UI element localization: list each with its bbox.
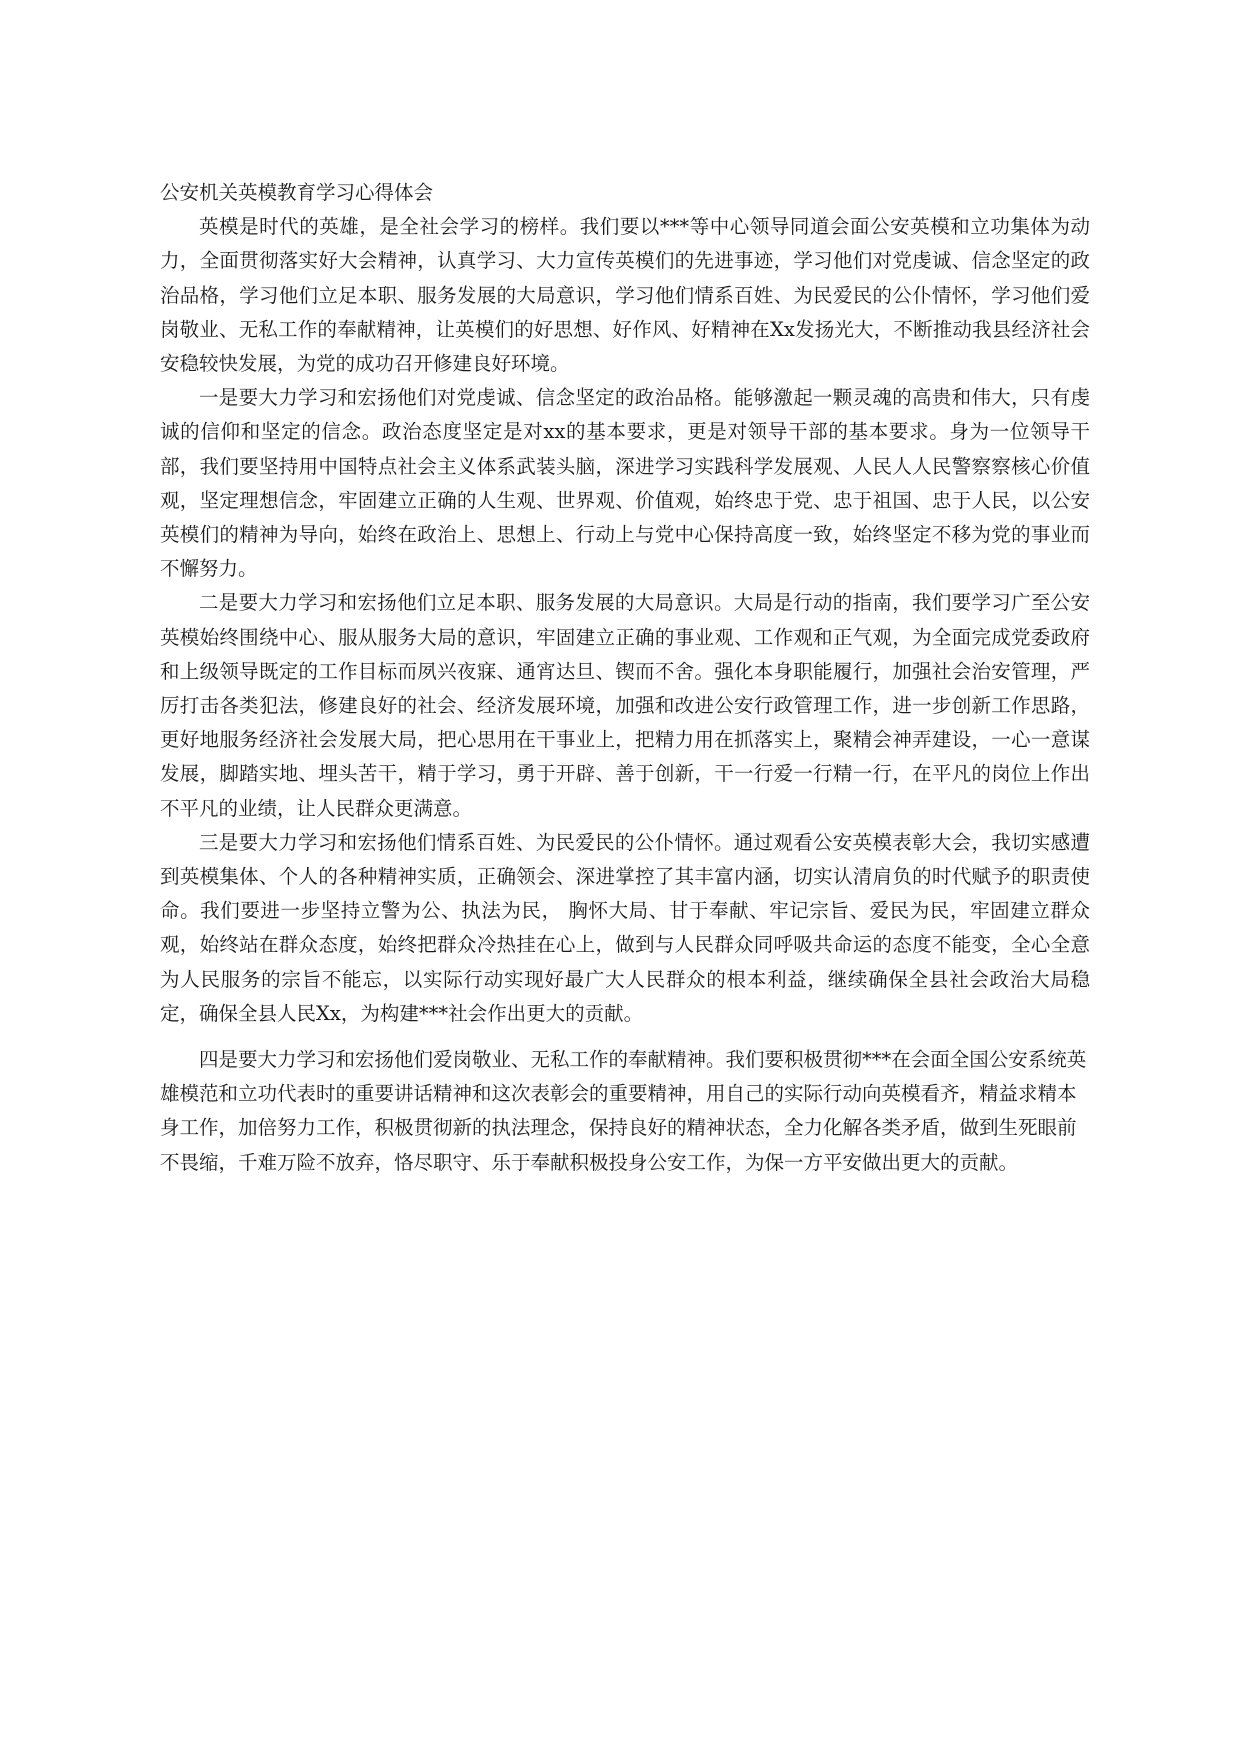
paragraph-point-three: 三是要大力学习和宏扬他们情系百姓、为民爱民的公仆情怀。通过观看公安英模表彰大会，我切实感遭到英模集体、个人的各种精神实质，正确领会、深进掌控了其丰富内涵，切实认清肩负的时代赋予的职责使命。我们要进一步坚持立警为公、执法为民， 胸怀大局、甘于奉献、牢记宗旨、爱民为民，牢固建立群众观，始终站在群众态度，始终把群众冷热挂在心上，做到与人民群众同呼吸共命运的态度不能变，全心全意为人民服务的宗旨不能忘，以实际行动实现好最广大人民群众的根本利益，继续确保全县社会政治大局稳定，确保全县人民Xx，为构建***社会作出更大的贡献。 — [160, 830, 1090, 1025]
paragraph-point-two: 二是要大力学习和宏扬他们立足本职、服务发展的大局意识。大局是行动的指南，我们要学习广至公安英模始终围绕中心、服从服务大局的意识，牢固建立正确的事业观、工作观和正气观，为全面完成党委政府和上级领导既定的工作目标而夙兴夜寐、通宵达旦、锲而不舍。强化本身职能履行，加强社会治安管理，严厉打击各类犯法，修建良好的社会、经济发展环境，加强和改进公安行政管理工作，进一步创新工作思路，更好地服务经济社会发展大局，把心思用在干事业上，把精力用在抓落实上，聚精会神弄建设，一心一意谋发展，脚踏实地、埋头苦干，精于学习，勇于开辟、善于创新，干一行爱一行精一行，在平凡的岗位上作出不平凡的业绩，让人民群众更满意。 — [160, 591, 1090, 820]
paragraph-point-four: 四是要大力学习和宏扬他们爱岗敬业、无私工作的奉献精神。我们要积极贯彻***在会面全国公安系统英雄模范和立功代表时的重要讲话精神和这次表彰会的重要精神，用自己的实际行动向英模看齐，精益求精本身工作，加倍努力工作，积极贯彻新的执法理念，保持良好的精神状态，全力化解各类矛盾，做到生死眼前不畏缩，千难万险不放弃，恪尽职守、乐于奉献积极投身公安工作，为保一方平安做出更大的贡献。 — [160, 1048, 1087, 1174]
paragraph-intro: 英模是时代的英雄，是全社会学习的榜样。我们要以***等中心领导同道会面公安英模和立功集体为动力，全面贯彻落实好大会精神，认真学习、大力宣传英模们的先进事迹，学习他们对党虔诚、信念坚定的政治品格，学习他们立足本职、服务发展的大局意识，学习他们情系百姓、为民爱民的公仆情怀，学习他们爱岗敬业、无私工作的奉献精神，让英模们的好思想、好作风、好精神在Xx发扬光大，不断推动我县经济社会安稳较快发展，为党的成功召开修建良好环境。 — [160, 215, 1090, 376]
document-body — [160, 176, 1090, 1180]
document-title: 公安机关英模教育学习心得体会 — [160, 181, 434, 204]
paragraph-point-one: 一是要大力学习和宏扬他们对党虔诚、信念坚定的政治品格。能够激起一颗灵魂的高贵和伟大，只有虔诚的信仰和坚定的信念。政治态度坚定是对xx的基本要求，更是对领导干部的基本要求。身为一位领导干部，我们要坚持用中国特点社会主义体系武装头脑，深进学习实践科学发展观、人民人人民警察察核心价值观，坚定理想信念，牢固建立正确的人生观、世界观、价值观，始终忠于党、忠于祖国、忠于人民，以公安英模们的精神为导向，始终在政治上、思想上、行动上与党中心保持高度一致，始终坚定不移为党的事业而不懈努力。 — [160, 386, 1090, 581]
